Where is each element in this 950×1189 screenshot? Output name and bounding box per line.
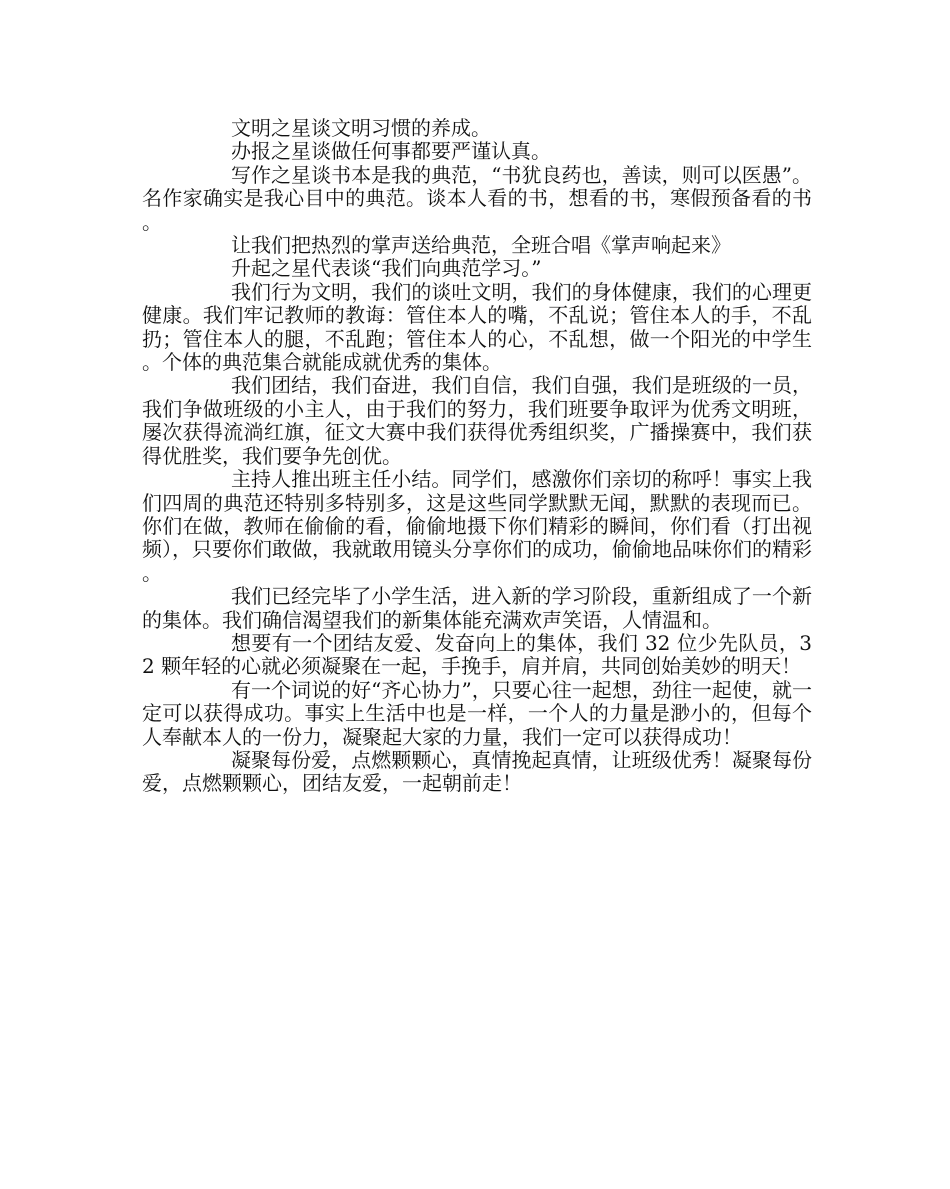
paragraph-3: 写作之星谈书本是我的典范，“书犹良药也，善读，则可以医愚”。名作家确实是我心目中的典范。谈本人看的书，想看的书，寒假预备看的书。 — [142, 162, 812, 234]
paragraph-4: 让我们把热烈的掌声送给典范，全班合唱《掌声响起来》 — [231, 233, 731, 258]
paragraph-11: 有一个词说的好“齐心协力”，只要心往一起想，劲往一起使，就一定可以获得成功。事实上生活中也是一样，一个人的力量是渺小的，但每个人奉献本人的一份力，凝聚起大家的力量，我们一定可以获得成功！ — [142, 677, 812, 749]
paragraph-1: 文明之星谈文明习惯的养成。 — [231, 116, 491, 140]
paragraph-7: 我们团结，我们奋进，我们自信，我们自强，我们是班级的一员，我们争做班级的小主人，由于我们的努力，我们班要争取评为优秀文明班，屡次获得流淌红旗，征文大赛中我们获得优秀组织奖，广播操赛中，我们获得优胜奖，我们要争先创优。 — [142, 373, 812, 468]
paragraph-8: 主持人推出班主任小结。同学们，感激你们亲切的称呼！事实上我们四周的典范还特别多特别多，这是这些同学默默无闻，默默的表现而已。你们在做，教师在偷偷的看，偷偷地摄下你们精彩的瞬间，你们看（打出视频），只要你们敢做，我就敢用镜头分享你们的成功，偷偷地品味你们的精彩。 — [142, 467, 812, 585]
paragraph-6: 我们行为文明，我们的谈吐文明，我们的身体健康，我们的心理更健康。我们牢记教师的教诲：管住本人的嘴，不乱说；管住本人的手，不乱扔；管住本人的腿，不乱跑；管住本人的心，不乱想，做一个阳光的中学生。个体的典范集合就能成就优秀的集体。 — [142, 279, 812, 375]
document-page — [142, 117, 812, 796]
paragraph-2: 办报之星谈做任何事都要严谨认真。 — [231, 139, 551, 164]
paragraph-9: 我们已经完毕了小学生活，进入新的学习阶段，重新组成了一个新的集体。我们确信渴望我们的新集体能充满欢声笑语，人情温和。 — [142, 584, 812, 632]
paragraph-5: 升起之星代表谈“我们向典范学习。” — [231, 256, 542, 281]
paragraph-10: 想要有一个团结友爱、发奋向上的集体，我们 32 位少先队员，32 颗年轻的心就必须凝聚在一起，手挽手，肩并肩，共同创始美妙的明天！ — [142, 630, 812, 679]
paragraph-12: 凝聚每份爱，点燃颗颗心，真情挽起真情，让班级优秀！凝聚每份爱，点燃颗颗心，团结友爱，一起朝前走！ — [142, 747, 812, 796]
